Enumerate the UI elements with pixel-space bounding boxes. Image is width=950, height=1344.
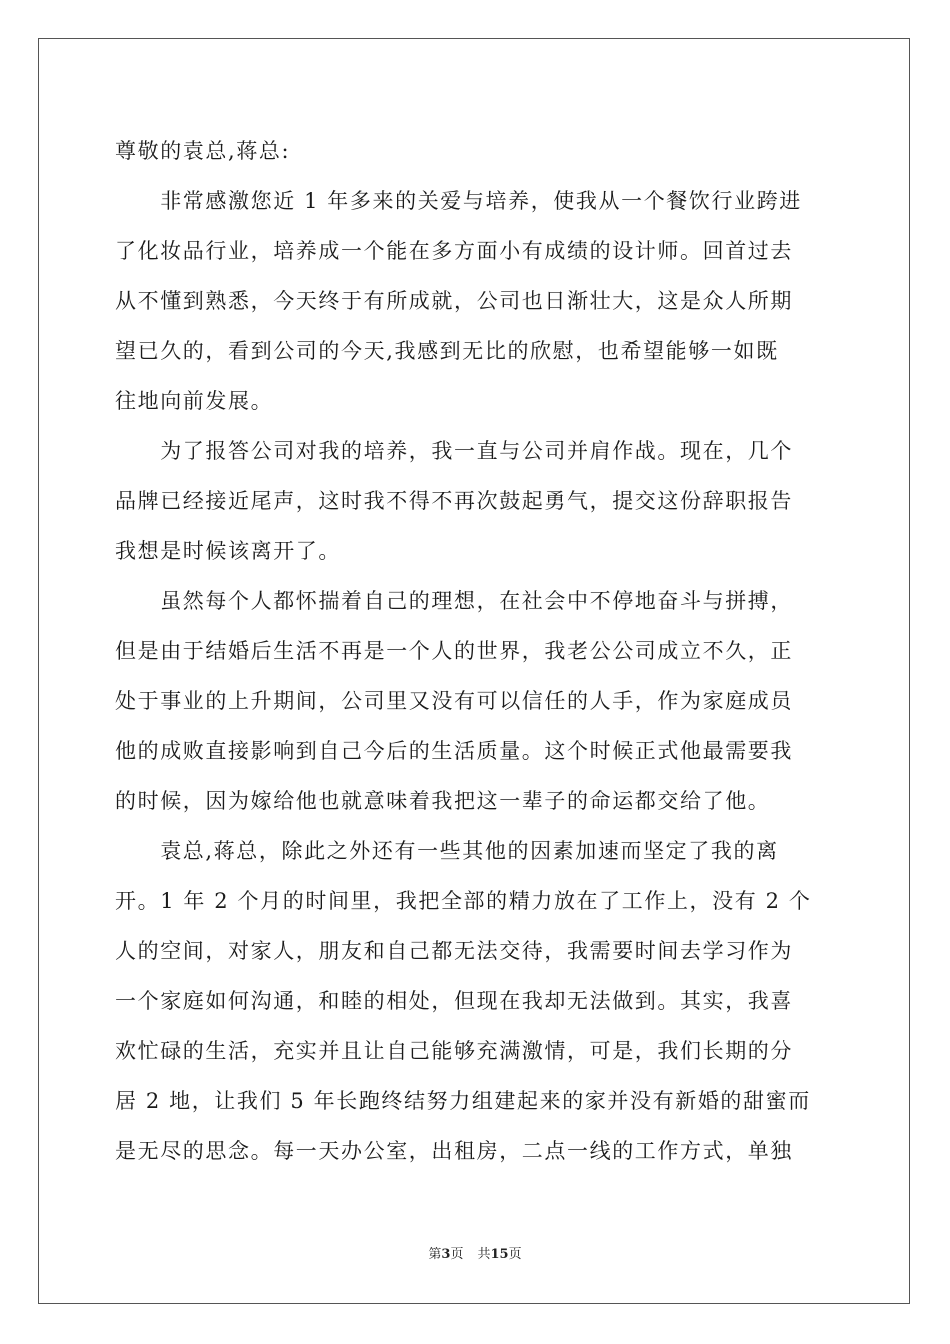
text-line: 处于事业的上升期间，公司里又没有可以信任的人手，作为家庭成员 [115,689,793,713]
page-current: 3 [441,1247,451,1262]
page-total: 15 [490,1247,509,1262]
total-prefix: 共 [477,1247,491,1262]
total-unit: 页 [508,1247,522,1262]
text-line: 为了报答公司对我的培养，我一直与公司并肩作战。现在，几个 [115,439,793,463]
text-line: 非常感激您近 1 年多来的关爱与培养，使我从一个餐饮行业跨进 [115,189,802,213]
text-line: 从不懂到熟悉，今天终于有所成就，公司也日渐壮大，这是众人所期 [115,289,793,313]
text-line: 往地向前发展。 [115,389,274,413]
text-line: 欢忙碌的生活，充实并且让自己能够充满激情，可是，我们长期的分 [115,1039,793,1063]
text-line: 他的成败直接影响到自己今后的生活质量。这个时候正式他最需要我 [115,739,793,763]
page-footer [0,1246,950,1264]
text-line: 的时候，因为嫁给他也就意味着我把这一辈子的命运都交给了他。 [115,789,771,813]
text-line: 人的空间，对家人，朋友和自己都无法交待，我需要时间去学习作为 [115,939,793,963]
text-line: 但是由于结婚后生活不再是一个人的世界，我老公公司成立不久，正 [115,639,793,663]
text-line: 居 2 地，让我们 5 年长跑终结努力组建起来的家并没有新婚的甜蜜而 [115,1089,811,1113]
text-line: 开。1 年 2 个月的时间里，我把全部的精力放在了工作上，没有 2 个 [115,889,812,913]
page-prefix: 第 [428,1247,442,1262]
text-line: 望已久的，看到公司的今天,我感到无比的欣慰，也希望能够一如既 [115,339,779,363]
text-line: 一个家庭如何沟通，和睦的相处，但现在我却无法做到。其实，我喜 [115,989,793,1013]
text-line: 袁总,蒋总，除此之外还有一些其他的因素加速而坚定了我的离 [115,839,779,863]
text-line: 了化妆品行业，培养成一个能在多方面小有成绩的设计师。回首过去 [115,239,793,263]
text-line: 品牌已经接近尾声，这时我不得不再次鼓起勇气，提交这份辞职报告 [115,489,793,513]
text-line: 虽然每个人都怀揣着自己的理想，在社会中不停地奋斗与拼搏， [115,589,793,613]
text-line: 我想是时候该离开了。 [115,539,341,563]
page-unit: 页 [450,1247,464,1262]
salutation-line: 尊敬的袁总,蒋总: [115,139,291,163]
text-line: 是无尽的思念。每一天办公室，出租房，二点一线的工作方式，单独 [115,1139,793,1163]
